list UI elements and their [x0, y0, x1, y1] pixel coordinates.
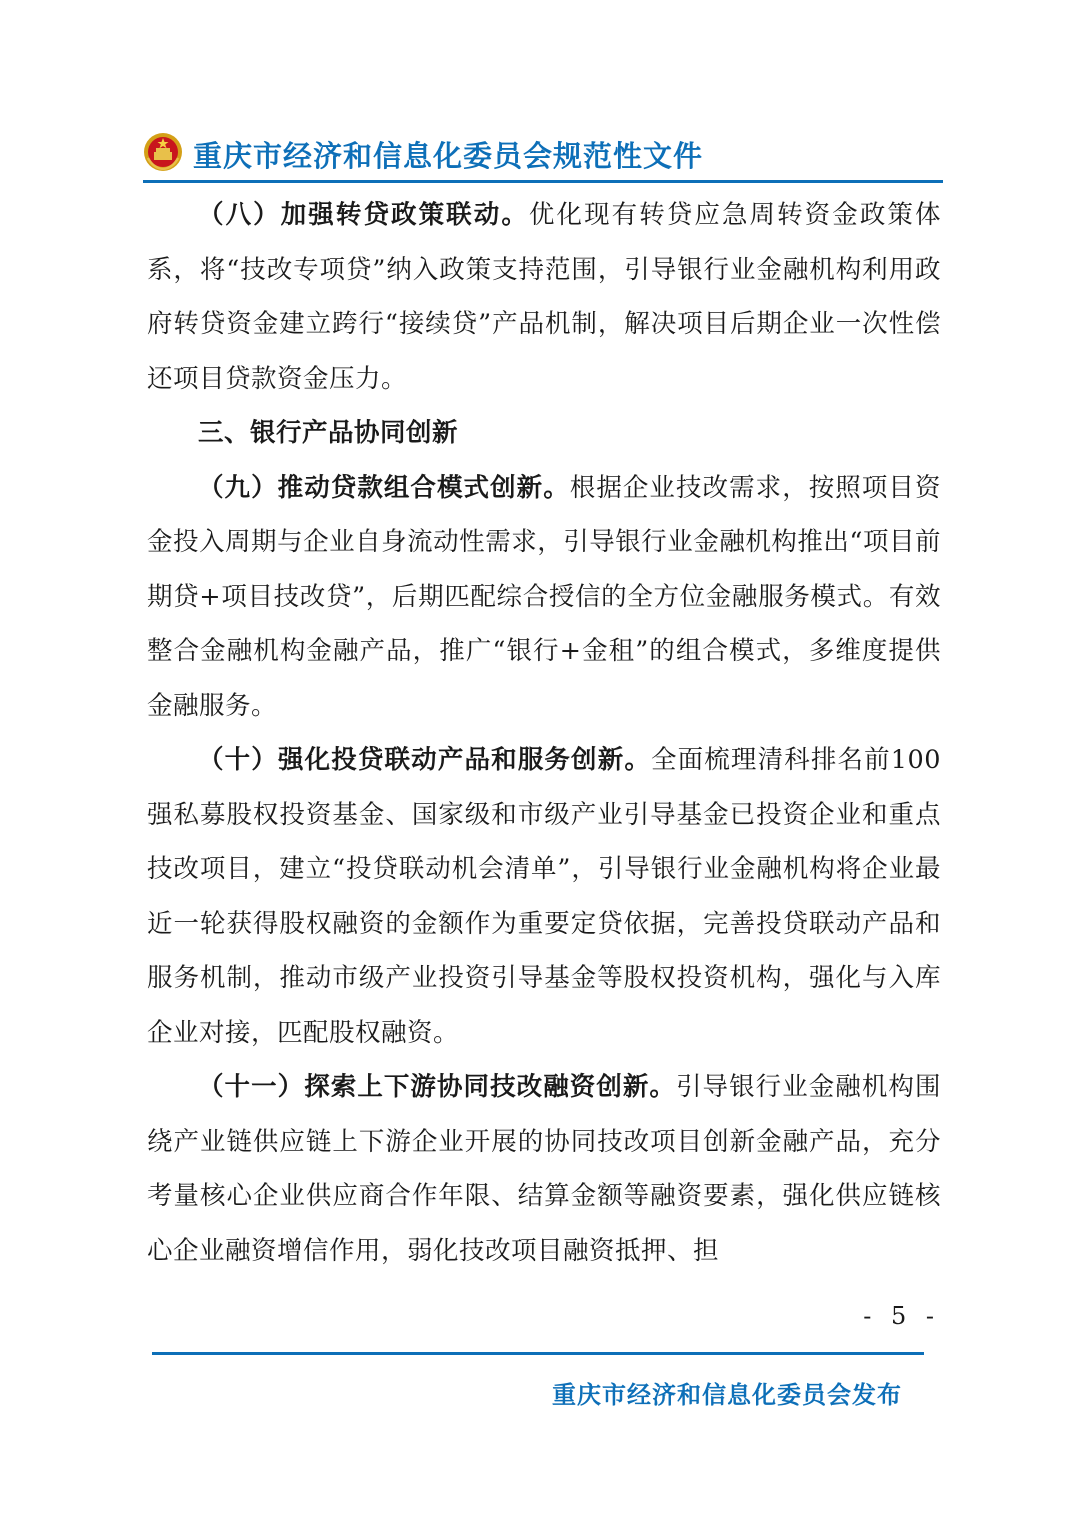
section-heading: 三、银行产品协同创新	[198, 418, 459, 448]
national-emblem-icon	[143, 132, 183, 172]
paragraph-text: 引导银行业金融机构围绕产业链供应链上下游企业开展的协同技改项目创新金融产品，充分考量核心企业供应商合作年限、结算金额等融资要素，强化供应链核心企业融资增信作用，弱化技改项目融资抵押、担	[147, 1072, 941, 1266]
paragraph-11	[147, 1060, 941, 1278]
paragraph-text: 全面梳理清科排名前100强私募股权投资基金、国家级和市级产业引导基金已投资企业和重点技改项目，建立“投贷联动机会清单”，引导银行业金融机构将企业最近一轮获得股权融资的金额作为重要定贷依据，完善投贷联动产品和服务机制，推动市级产业投资引导基金等股权投资机构，强化与入库企业对接，匹配股权融资。	[147, 745, 941, 1048]
footer-publisher: 重庆市经济和信息化委员会发布	[552, 1381, 902, 1409]
paragraph-10	[147, 733, 941, 1060]
paragraph-text: 根据企业技改需求，按照项目资金投入周期与企业自身流动性需求，引导银行业金融机构推出“项目前期贷+项目技改贷”，后期匹配综合授信的全方位金融服务模式。有效整合金融机构金融产品，推广“银行+金租”的组合模式，多维度提供金融服务。	[147, 472, 941, 721]
paragraph-9	[147, 461, 941, 734]
footer-divider	[152, 1352, 924, 1355]
document-header	[143, 130, 943, 182]
header-title: 重庆市经济和信息化委员会规范性文件	[193, 139, 704, 173]
document-body	[147, 188, 941, 1278]
page-number: - 5 -	[863, 1302, 940, 1330]
paragraph-lead: （八）加强转贷政策联动。	[198, 200, 529, 230]
paragraph-lead: （十一）探索上下游协同技改融资创新。	[198, 1072, 676, 1102]
header-divider	[143, 180, 943, 183]
paragraph-8	[147, 188, 941, 406]
paragraph-lead: （九）推动贷款组合模式创新。	[198, 472, 570, 503]
paragraph-text: 优化现有转贷应急周转资金政策体系，将“技改专项贷”纳入政策支持范围，引导银行业金融机构利用政府转贷资金建立跨行“接续贷”产品机制，解决项目后期企业一次性偿还项目贷款资金压力。	[147, 200, 941, 394]
paragraph-lead: （十）强化投贷联动产品和服务创新。	[198, 745, 651, 775]
